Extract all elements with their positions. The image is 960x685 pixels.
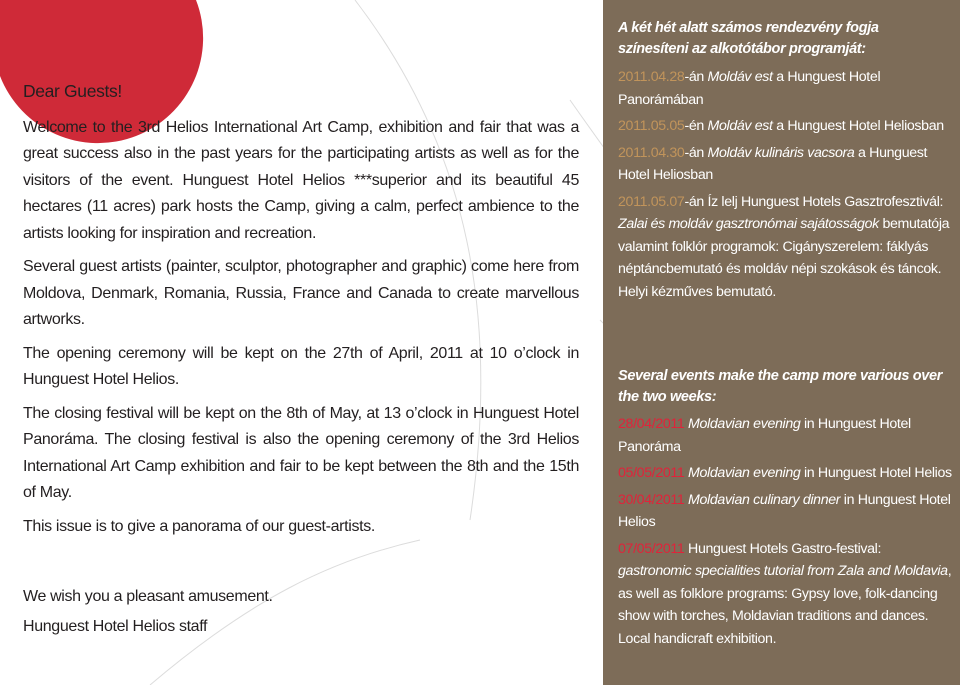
letter-paragraph-5: This issue is to give a panorama of our guest-artists. <box>23 517 375 535</box>
hu-event-item: 2011.04.28-án Moldáv est a Hunguest Hotel Panorámában <box>618 69 881 108</box>
hu-event-date: 2011.04.30 <box>618 144 685 161</box>
letter-paragraph-2: Several guest artists (painter, sculptor, photographer and graphic) come here from Moldova, Denmark, Romania, Russia, France and Canada to create marvellous artworks. <box>23 258 579 328</box>
english-events-heading: Several events make the camp more various over the two weeks: <box>618 368 943 405</box>
events-panel <box>603 0 960 685</box>
hu-event-item: 2011.05.07-án Íz lelj Hunguest Hotels Gasztrofesztivál: Zalai és moldáv gasztronómai sajátosságok bemutatója valamint folklór programok: Cigányszerelem: fáklyás néptáncbemutató és moldáv népi szokások és táncok. Helyi kézműves bemutató. <box>618 193 950 300</box>
letter-signature: Hunguest Hotel Helios staff <box>23 617 208 635</box>
hu-event-item: 2011.05.05-én Moldáv est a Hunguest Hotel Heliosban <box>618 118 944 134</box>
letter-paragraph-4: The closing festival will be kept on the 8th of May, at 13 o’clock in Hunguest Hotel Panoráma. The closing festival is also the opening ceremony of the 3rd Helios International Art Camp exhibition and fair to be kept between the 8th and the 15th of May. <box>23 404 579 501</box>
hu-event-item: 2011.04.30-án Moldáv kulináris vacsora a Hunguest Hotel Heliosban <box>618 144 928 183</box>
hungarian-events-heading: A két hét alatt számos rendezvény fogja színesíteni az alkotótábor programját: <box>618 20 879 57</box>
english-events-section <box>618 366 952 650</box>
en-event-item: 07/05/2011 Hunguest Hotels Gastro-festival: gastronomic specialities tutorial from Zala and Moldavia, as well as folklore programs: Gypsy love, folk-dancing show with torches, Moldavian traditions and dances. Local handicraft exhibition. <box>618 540 952 647</box>
en-event-item: 05/05/2011 Moldavian evening in Hunguest Hotel Helios <box>618 465 952 481</box>
en-event-item: 28/04/2011 Moldavian evening in Hunguest Hotel Panoráma <box>618 416 911 455</box>
en-event-item: 30/04/2011 Moldavian culinary dinner in Hunguest Hotel Helios <box>618 491 951 530</box>
en-event-date: 07/05/2011 <box>618 540 685 557</box>
en-event-date: 30/04/2011 <box>618 491 685 508</box>
letter-paragraph-6: We wish you a pleasant amusement. <box>23 588 273 605</box>
hu-event-date: 2011.04.28 <box>618 69 685 85</box>
greeting: Dear Guests! <box>23 81 122 101</box>
en-event-date: 05/05/2011 <box>618 465 685 481</box>
letter-paragraph-1: Welcome to the 3rd Helios International Art Camp, exhibition and fair that was a great success also in the past years for the participating artists as well as for the visitors of the event. Hunguest Hotel Helios ***superior and its beautiful 45 hectares (11 acres) park hosts the Camp, giving a calm, perfect ambience to the artists looking for inspiration and recreation. <box>23 118 579 242</box>
letter-paragraph-3: The opening ceremony will be kept on the 27th of April, 2011 at 10 o’clock in Hunguest Hotel Helios. <box>23 344 579 388</box>
welcome-letter <box>23 78 579 640</box>
en-event-date: 28/04/2011 <box>618 416 685 432</box>
hu-event-date: 2011.05.07 <box>618 193 685 210</box>
hu-event-date: 2011.05.05 <box>618 118 685 134</box>
